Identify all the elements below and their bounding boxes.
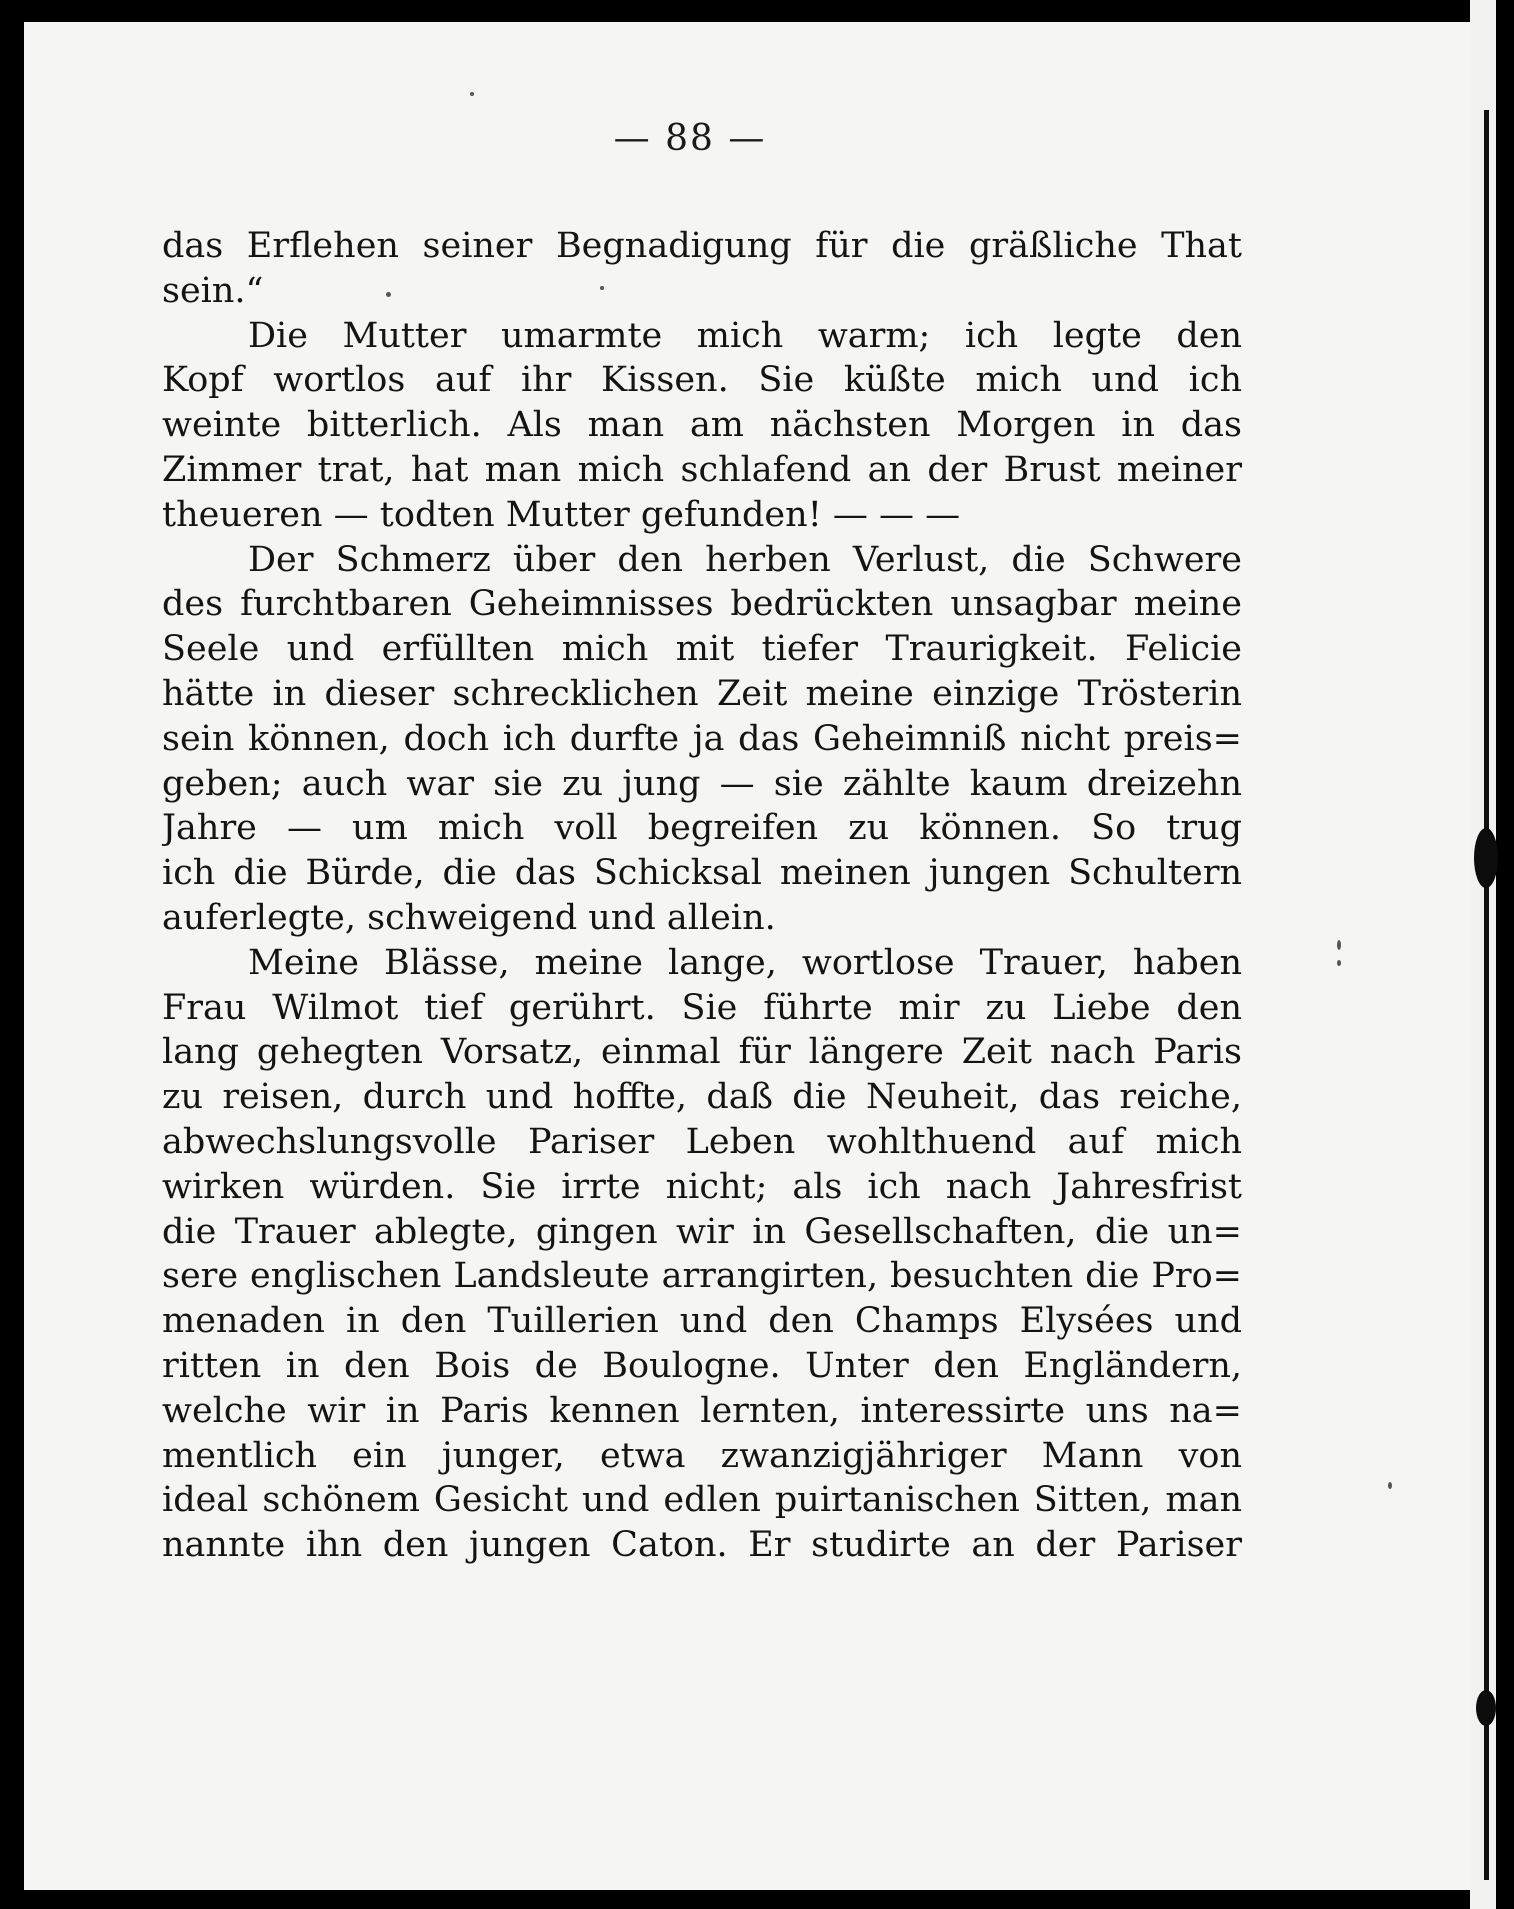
text-line: nannte ihn den jungen Caton. Er studirte an der Pariser [162, 1525, 1242, 1566]
text-line: theueren — todten Mutter gefunden! — — — [162, 494, 961, 535]
text-line: Kopf wortlos auf ihr Kissen. Sie küßte mich und ich [162, 360, 1242, 401]
text-line: Meine Blässe, meine lange, wortlose Trauer, haben [248, 942, 1242, 983]
text-line: mentlich ein junger, etwa zwanzigjähriger Mann von [162, 1435, 1242, 1476]
text-line: auferlegte, schweigend und allein. [162, 897, 776, 938]
page-number: — 88 — [613, 118, 767, 159]
binding-mark-lower [1476, 1690, 1496, 1726]
text-line: lang gehegten Vorsatz, einmal für längere Zeit nach Paris [162, 1032, 1242, 1073]
text-line: welche wir in Paris kennen lernten, interessirte uns na= [162, 1390, 1242, 1431]
text-line: Frau Wilmot tief gerührt. Sie führte mir zu Liebe den [162, 987, 1242, 1028]
text-line: sein können, doch ich durfte ja das Geheimniß nicht preis= [162, 718, 1242, 759]
text-line: Die Mutter umarmte mich warm; ich legte den [248, 315, 1242, 356]
text-line: menaden in den Tuillerien und den Champs Elysées und [162, 1301, 1242, 1342]
text-line: weinte bitterlich. Als man am nächsten Morgen in das [162, 405, 1242, 446]
text-line: ideal schönem Gesicht und edlen puirtanischen Sitten, man [162, 1480, 1242, 1521]
text-line: hätte in dieser schrecklichen Zeit meine einzige Trösterin [162, 673, 1242, 714]
text-line: zu reisen, durch und hoffte, daß die Neuheit, das reiche, [162, 1077, 1242, 1118]
text-line: Seele und erfüllten mich mit tiefer Traurigkeit. Felicie [162, 629, 1242, 670]
paper-speck [470, 92, 474, 96]
text-line: wirken würden. Sie irrte nicht; als ich nach Jahresfrist [162, 1166, 1242, 1207]
text-line: sere englischen Landsleute arrangirten, besuchten die Pro= [162, 1256, 1242, 1297]
text-line: Jahre — um mich voll begreifen zu können. So trug [162, 808, 1242, 849]
paper-speck [1337, 960, 1341, 966]
text-line: geben; auch war sie zu jung — sie zählte kaum dreizehn [162, 763, 1242, 804]
binding-rule [1484, 110, 1489, 1880]
paper-speck [1388, 1482, 1392, 1489]
binding-mark-upper [1474, 828, 1498, 888]
text-line: sein.“ [162, 270, 264, 311]
paper-speck [1337, 940, 1341, 950]
binding-edge [1470, 0, 1496, 1909]
text-line: Der Schmerz über den herben Verlust, die Schwere [248, 539, 1242, 580]
text-line: die Trauer ablegte, gingen wir in Gesellschaften, die un= [162, 1211, 1242, 1252]
text-line: Zimmer trat, hat man mich schlafend an der Brust meiner [162, 449, 1242, 490]
text-line: abwechslungsvolle Pariser Leben wohlthuend auf mich [162, 1121, 1242, 1162]
text-line: des furchtbaren Geheimnisses bedrückten unsagbar meine [162, 584, 1242, 625]
text-line: ritten in den Bois de Boulogne. Unter den Engländern, [162, 1345, 1242, 1386]
body-text [162, 224, 1242, 1568]
text-line: ich die Bürde, die das Schicksal meinen jungen Schultern [162, 853, 1242, 894]
text-line: das Erflehen seiner Begnadigung für die gräßliche That [162, 226, 1242, 266]
